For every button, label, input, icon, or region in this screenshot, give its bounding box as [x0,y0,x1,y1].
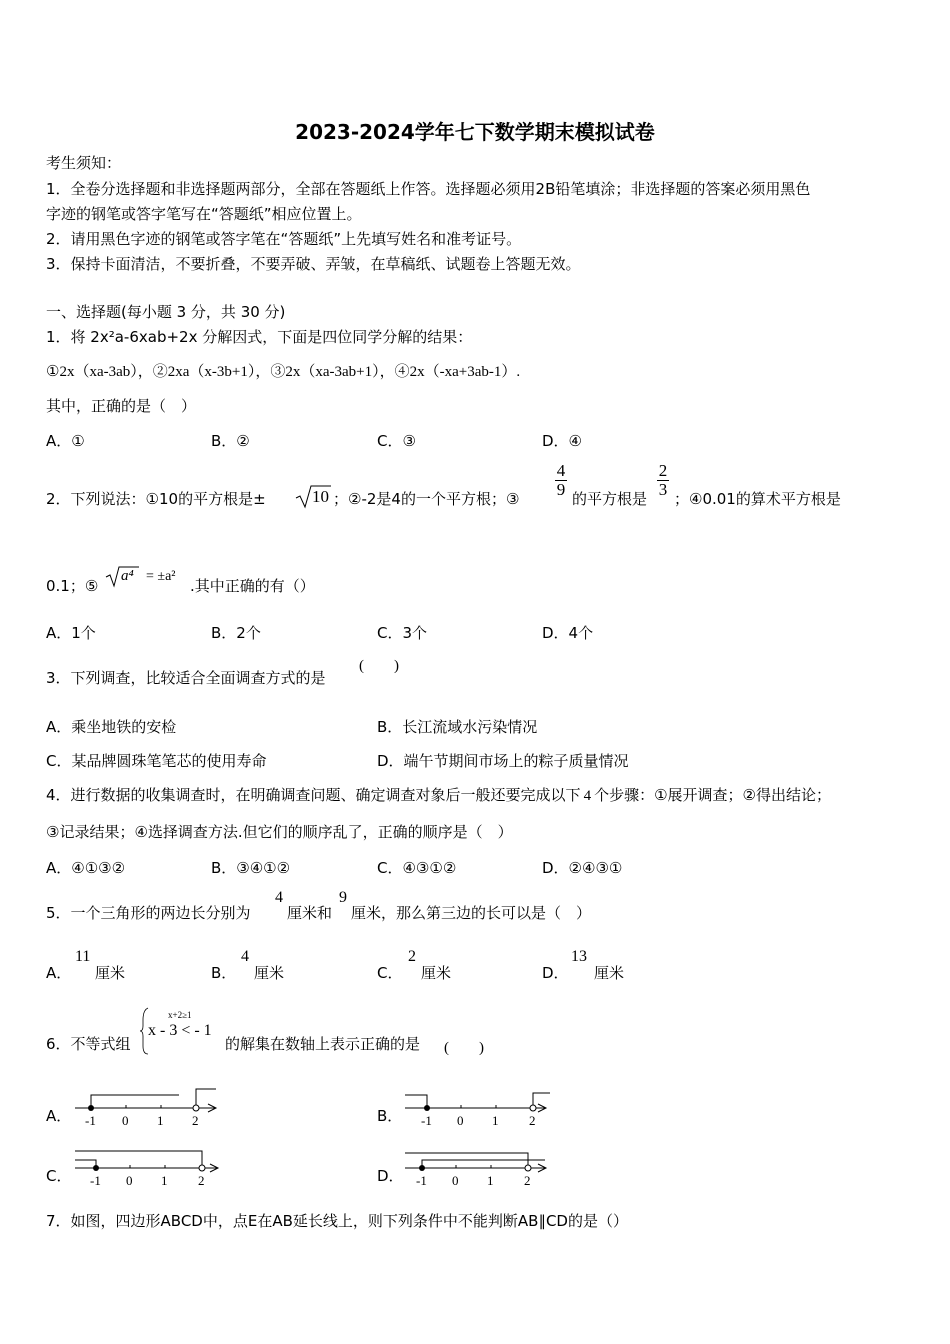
q6-number-line-d [400,1145,560,1190]
q6-option-d[interactable]: D． [377,1167,404,1185]
q5-opt-b-unit: 厘米 [254,964,285,982]
q3-option-b[interactable]: B．长江流域水污染情况 [377,718,538,736]
q6-option-c[interactable]: C． [46,1167,72,1185]
tick-label: 2 [198,1173,205,1188]
q4-option-d[interactable]: D．②④③① [542,859,623,877]
q4-option-c[interactable]: C．④③①② [377,859,457,877]
notice-line-3: 2．请用黑色字迹的钢笔或答字笔在“答题纸”上先填写姓名和准考证号。 [46,230,522,248]
q2-frac2-den: 3 [658,480,668,499]
q5-option-c[interactable] [377,962,402,983]
tick-label: 0 [452,1173,459,1188]
tick-label: 0 [126,1173,133,1188]
q2-frac1-den: 9 [556,480,566,499]
q2-option-b[interactable]: B．2个 [211,624,261,642]
section-heading: 一、选择题(每小题 3 分，共 30 分) [46,303,286,321]
notice-line-1: 1．全卷分选择题和非选择题两部分，全部在答题纸上作答。选择题必须用2B铅笔填涂；非选择题的答案必须用黑色 [46,180,811,198]
q5-opt-c-num: 2 [408,948,416,965]
q6-a: 6．不等式组 [46,1035,131,1053]
q1-stem: 1．将 2x²a-6xab+2x 分解因式，下面是四位同学分解的结果： [46,328,473,346]
tick-label: 1 [157,1113,164,1128]
tick-label: 2 [529,1113,536,1128]
q3-option-c[interactable]: C．某品牌圆珠笔笔芯的使用寿命 [46,752,267,770]
q6-sys-top: x+2≥1 [168,1010,192,1020]
q4-line1-a: 4．进行数据的收集调查时，在明确调查问题、确定调查对象后一般还要完成以下 [46,786,581,804]
tick-label: -1 [90,1173,101,1188]
q5-opt-b-num: 4 [241,948,249,965]
q3-paren: ( ) [359,658,399,674]
notice-line-4: 3．保持卡面清洁，不要折叠，不要弄破、弄皱，在草稿纸、试题卷上答题无效。 [46,255,581,273]
q2-equation-rhs: = ±a² [146,569,176,584]
q1-results: ①2x（xa-3ab），②2xa（x-3b+1），③2x（xa-3ab+1），④2x（-xa+3ab-1）. [46,364,521,380]
q2-radicand-a4: a⁴ [121,568,134,584]
tick-label: 2 [524,1173,531,1188]
tick-label: -1 [416,1173,427,1188]
q2-line2-a: 0.1；⑤ [46,577,99,595]
q5-n2: 9 [339,889,347,906]
q5-opt-c-unit: 厘米 [421,964,452,982]
q3-option-a[interactable]: A．乘坐地铁的安检 [46,718,177,736]
q2-sqrt-radicand: 10 [312,487,329,506]
q2-option-d[interactable]: D．4个 [542,624,594,642]
q5-n1: 4 [275,889,283,906]
q2-option-a[interactable]: A．1个 [46,624,96,642]
q5-opt-d-label: D． [542,964,569,982]
q6-number-line-a [70,1085,230,1130]
tick-label: 1 [487,1173,494,1188]
q6-b: 的解集在数轴上表示正确的是 [225,1035,421,1053]
q2-part4: ；④0.01的算术平方根是 [674,490,841,508]
notice-line-2: 字迹的钢笔或答字笔写在“答题纸”相应位置上。 [46,205,362,223]
q1-option-d[interactable]: D．④ [542,432,582,450]
q2-option-c[interactable]: C．3个 [377,624,428,642]
q5-opt-d-num: 13 [571,948,587,965]
q6-option-b[interactable]: B． [377,1107,403,1125]
tick-label: -1 [85,1113,96,1128]
q2-part1: 2．下列说法：①10的平方根是± [46,490,266,508]
q5-opt-a-num: 11 [75,948,91,965]
tick-label: 0 [457,1113,464,1128]
q2-fraction-2-3 [657,462,669,499]
tick-label: -1 [421,1113,432,1128]
q1-option-b[interactable]: B．② [211,432,250,450]
q5-option-b[interactable] [211,962,236,983]
q5-opt-a-label: A． [46,964,72,982]
q6-option-a[interactable]: A． [46,1107,72,1125]
tick-label: 1 [492,1113,499,1128]
q4-line1-b: 个步骤：①展开调查；②得出结论； [594,786,831,804]
q6-paren: ( ) [444,1040,484,1056]
q6-number-line-b [400,1085,560,1130]
q5-opt-a-unit: 厘米 [95,964,126,982]
q4-option-b[interactable]: B．③④①② [211,859,291,877]
q2-part2: ；②-2是4的一个平方根；③ [333,490,520,508]
q1-option-c[interactable]: C．③ [377,432,416,450]
q6-number-line-c [70,1145,230,1190]
q5-a: 5．一个三角形的两边长分别为 [46,904,251,922]
q3-option-d[interactable]: D．端午节期间市场上的粽子质量情况 [377,752,629,770]
notice-heading: 考生须知： [46,154,122,172]
q5-option-a[interactable] [46,962,71,983]
q4-step-count: 4 [583,788,592,804]
tick-label: 1 [161,1173,168,1188]
q2-frac2-num: 2 [658,461,668,480]
q1-option-a[interactable]: A．① [46,432,85,450]
q4-line1 [46,785,831,806]
q2-part3: 的平方根是 [572,490,648,508]
page-title: 2023-2024学年七下数学期末模拟试卷 [295,120,655,144]
q5-option-d[interactable] [542,962,569,983]
q5-opt-c-label: C． [377,964,403,982]
q5-c: 厘米，那么第三边的长可以是（ ） [351,904,592,922]
q5-opt-b-label: B． [211,964,237,982]
q2-fraction-4-9 [555,462,567,499]
q4-option-a[interactable]: A．④①③② [46,859,126,877]
tick-label: 0 [122,1113,129,1128]
q4-line2: ③记录结果；④选择调查方法.但它们的顺序乱了，正确的顺序是（ ） [46,823,513,841]
q2-frac1-num: 4 [556,461,566,480]
q5-b: 厘米和 [287,904,333,922]
tick-label: 2 [192,1113,199,1128]
q3-stem: 3．下列调查，比较适合全面调查方式的是 [46,669,326,687]
q5-opt-d-unit: 厘米 [594,964,625,982]
q6-sys-bottom: x - 3 < - 1 [148,1022,212,1039]
q1-sub: 其中，正确的是（ ） [46,397,197,415]
q7-stem: 7．如图，四边形ABCD中，点E在AB延长线上，则下列条件中不能判断AB∥CD的是（） [46,1212,628,1230]
q2-line2-b: .其中正确的有（） [190,577,315,595]
